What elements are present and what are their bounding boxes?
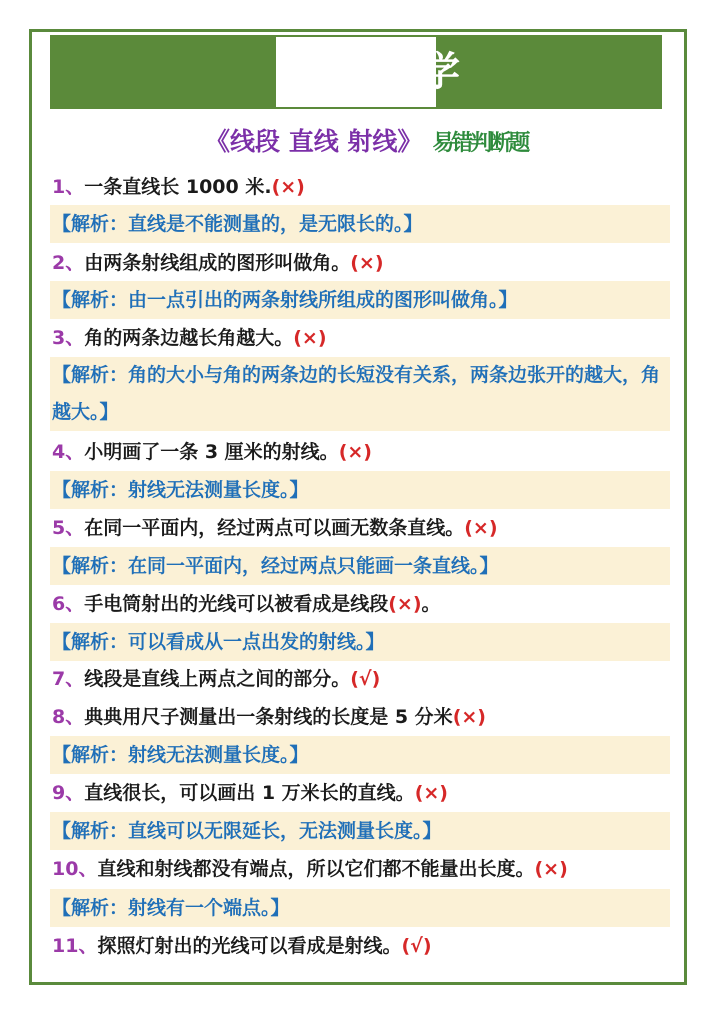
answer-mark: (×)	[271, 176, 305, 198]
question-1: 1、一条直线长 1000 米.(×)	[52, 176, 305, 198]
question-5: 5、在同一平面内，经过两点可以画无数条直线。(×)	[52, 517, 498, 539]
question-9: 9、直线很长，可以画出 1 万米长的直线。(×)	[52, 782, 448, 804]
question-8: 8、典典用尺子测量出一条射线的长度是 5 分米(×)	[52, 706, 486, 728]
answer-mark: (×)	[388, 593, 422, 615]
explanation-9: 【解析：直线可以无限延长，无法测量长度。】	[50, 812, 670, 850]
answer-mark: (×)	[414, 782, 448, 804]
answer-mark: (×)	[534, 858, 568, 880]
explanation-3: 【解析：角的大小与角的两条边的长短没有关系，两条边张开的越大，角越大。】	[50, 357, 670, 431]
explanation-5: 【解析：在同一平面内，经过两点只能画一条直线。】	[50, 547, 670, 585]
subtitle-topic: 《线段 直线 射线》	[205, 127, 423, 156]
explanation-1: 【解析：直线是不能测量的，是无限长的。】	[50, 205, 670, 243]
explanation-4: 【解析：射线无法测量长度。】	[50, 471, 670, 509]
question-2: 2、由两条射线组成的图形叫做角。(×)	[52, 252, 384, 274]
explanation-2: 【解析：由一点引出的两条射线所组成的图形叫做角。】	[50, 281, 670, 319]
explanation-8: 【解析：射线无法测量长度。】	[50, 736, 670, 774]
page-title: 学	[420, 49, 460, 95]
answer-mark: (√)	[401, 935, 432, 957]
question-4: 4、小明画了一条 3 厘米的射线。(×)	[52, 441, 372, 463]
answer-mark: (√)	[350, 668, 381, 690]
question-10: 10、直线和射线都没有端点，所以它们都不能量出长度。(×)	[52, 858, 568, 880]
answer-mark: (×)	[338, 441, 372, 463]
subtitle-tag: 易错判断题	[432, 131, 528, 156]
answer-mark: (×)	[350, 252, 384, 274]
explanation-6: 【解析：可以看成从一点出发的射线。】	[50, 623, 670, 661]
question-6: 6、手电筒射出的光线可以被看成是线段(×)。	[52, 593, 441, 615]
title-box	[276, 37, 436, 107]
answer-mark: (×)	[464, 517, 498, 539]
explanation-10: 【解析：射线有一个端点。】	[50, 889, 670, 927]
subtitle	[205, 122, 527, 162]
question-3: 3、角的两条边越长角越大。(×)	[52, 327, 327, 349]
question-11: 11、探照灯射出的光线可以看成是射线。(√)	[52, 935, 432, 957]
answer-mark: (×)	[452, 706, 486, 728]
question-7: 7、线段是直线上两点之间的部分。(√)	[52, 668, 381, 690]
answer-mark: (×)	[293, 327, 327, 349]
